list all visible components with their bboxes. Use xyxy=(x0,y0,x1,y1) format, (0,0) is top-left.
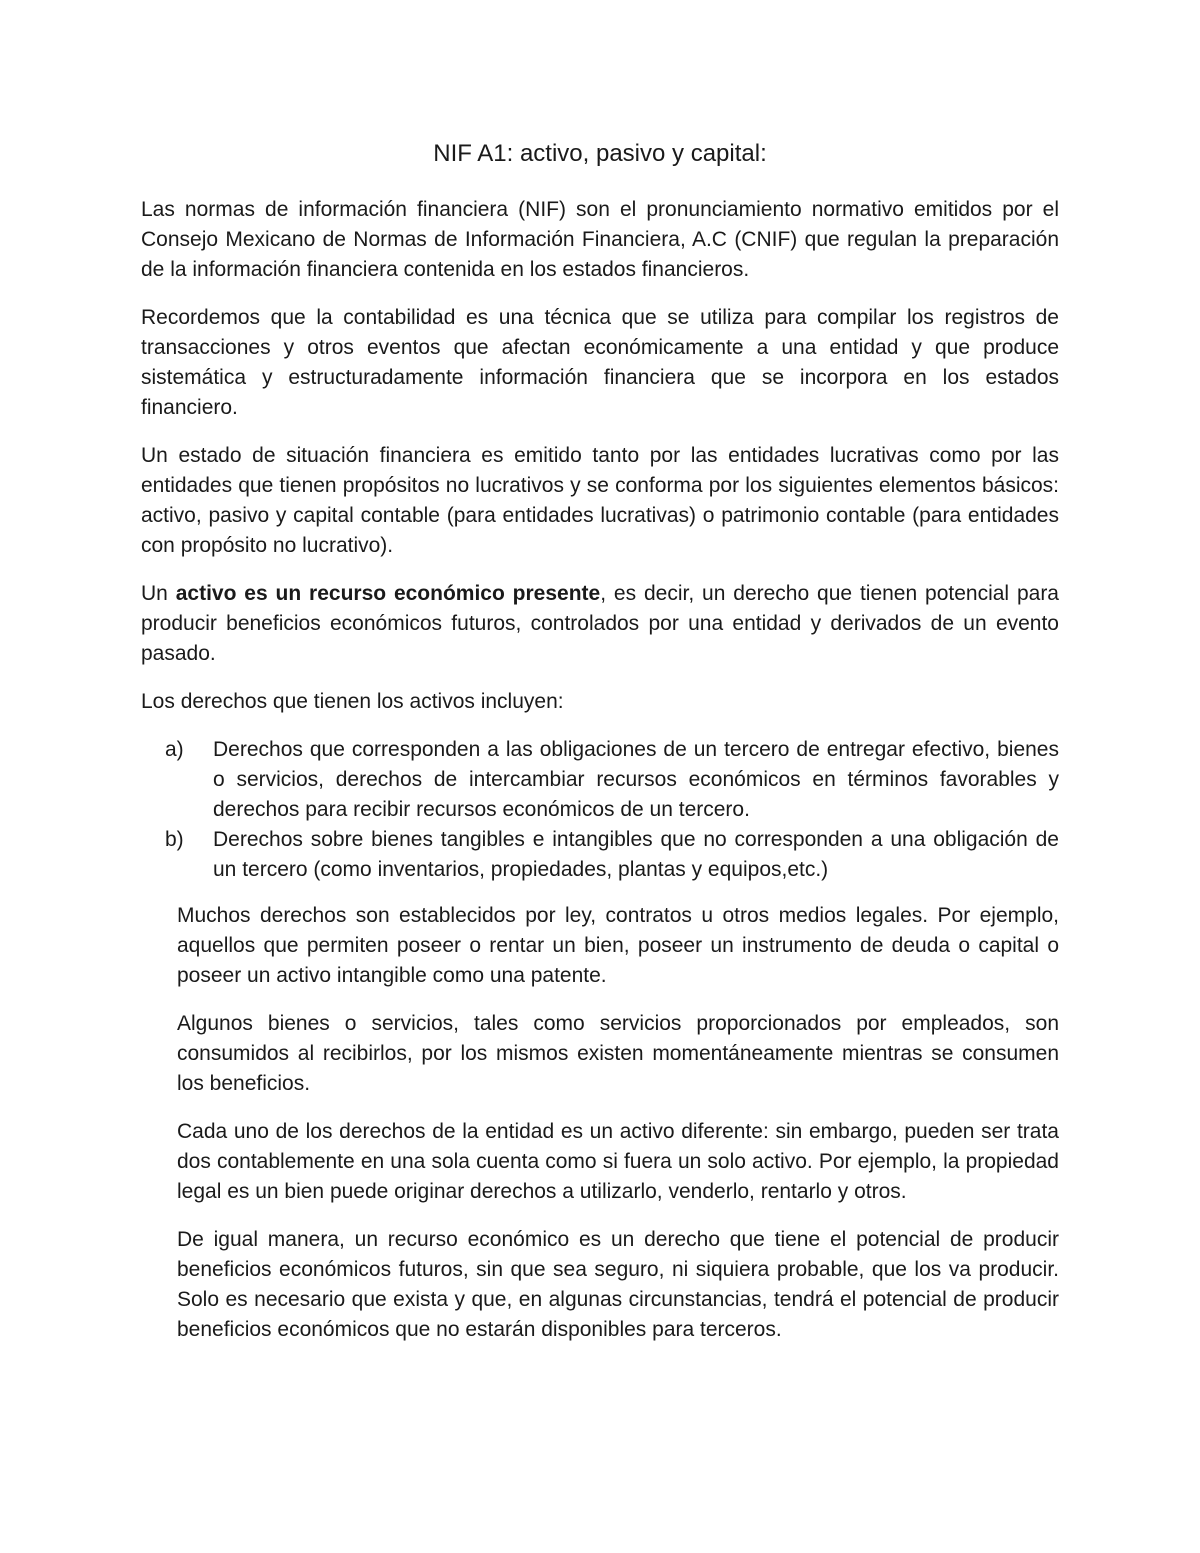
document-title: NIF A1: activo, pasivo y capital: xyxy=(433,140,767,167)
list-item xyxy=(141,825,1059,885)
paragraph-activo-definition xyxy=(141,579,1059,669)
list-marker: b) xyxy=(165,827,184,851)
paragraph-derechos-intro: Los derechos que tienen los activos incluyen: xyxy=(141,689,564,713)
paragraph-bienes-servicios: Algunos bienes o servicios, tales como servicios proporcionados por empleados, son consumidos al recibirlos, por los mismos existen momentáneamente mientras se consumen los beneficios. xyxy=(177,1011,1059,1095)
paragraph-estado-situacion: Un estado de situación financiera es emitido tanto por las entidades lucrativas como por las entidades que tienen propósitos no lucrativos y se conforma por los siguientes elementos básicos: activo, pasivo y capital contable (para entidades lucrativas) o patrimonio contable (para entidades con propósito no lucrativo). xyxy=(141,443,1059,557)
paragraph-derechos-ley: Muchos derechos son establecidos por ley, contratos u otros medios legales. Por ejemplo, aquellos que permiten poseer o rentar un bien, poseer un instrumento de deuda o capital o poseer un activo intangible como una patente. xyxy=(177,903,1059,987)
activo-intro-text: Un xyxy=(141,581,176,605)
list-item-text: Derechos que corresponden a las obligaciones de un tercero de entregar efectivo, bienes o servicios, derechos de intercambiar recursos económicos en términos favorables y derechos para recibir recursos económicos de un tercero. xyxy=(213,737,1059,821)
paragraph-contabilidad: Recordemos que la contabilidad es una técnica que se utiliza para compilar los registros de transacciones y otros eventos que afectan económicamente a una entidad y que produce sistemática y estructuradamente información financiera que se incorpora en los estados financiero. xyxy=(141,305,1059,419)
document-content xyxy=(141,140,1059,1363)
activo-rest-text: , es decir, un derecho que tienen potencial para producir beneficios económicos futuros, controlados por una entidad y derivados de un evento pasado. xyxy=(141,581,1059,665)
paragraph-recurso-economico: De igual manera, un recurso económico es un derecho que tiene el potencial de producir beneficios económicos futuros, sin que sea seguro, ni siquiera probable, que los va producir. Solo es necesario que exista y que, en algunas circunstancias, tendrá el potencial de producir beneficios económicos que no estarán disponibles para terceros. xyxy=(177,1227,1059,1341)
paragraph-cada-derecho: Cada uno de los derechos de la entidad es un activo diferente: sin embargo, pueden ser trata dos contablemente en una sola cuenta como si fuera un solo activo. Por ejemplo, la propiedad legal es un bien puede originar derechos a utilizarlo, venderlo, rentarlo y otros. xyxy=(177,1119,1059,1203)
derechos-list xyxy=(141,735,1059,885)
paragraph-nif-definition: Las normas de información financiera (NIF) son el pronunciamiento normativo emitidos por el Consejo Mexicano de Normas de Información Financiera, A.C (CNIF) que regulan la preparación de la información financiera contenida en los estados financieros. xyxy=(141,197,1059,281)
list-item xyxy=(141,735,1059,825)
activo-bold-text: activo es un recurso económico presente xyxy=(175,581,601,605)
list-marker: a) xyxy=(165,737,184,761)
list-item-text: Derechos sobre bienes tangibles e intangibles que no corresponden a una obligación de un tercero (como inventarios, propiedades, plantas y equipos,etc.) xyxy=(213,827,1059,881)
